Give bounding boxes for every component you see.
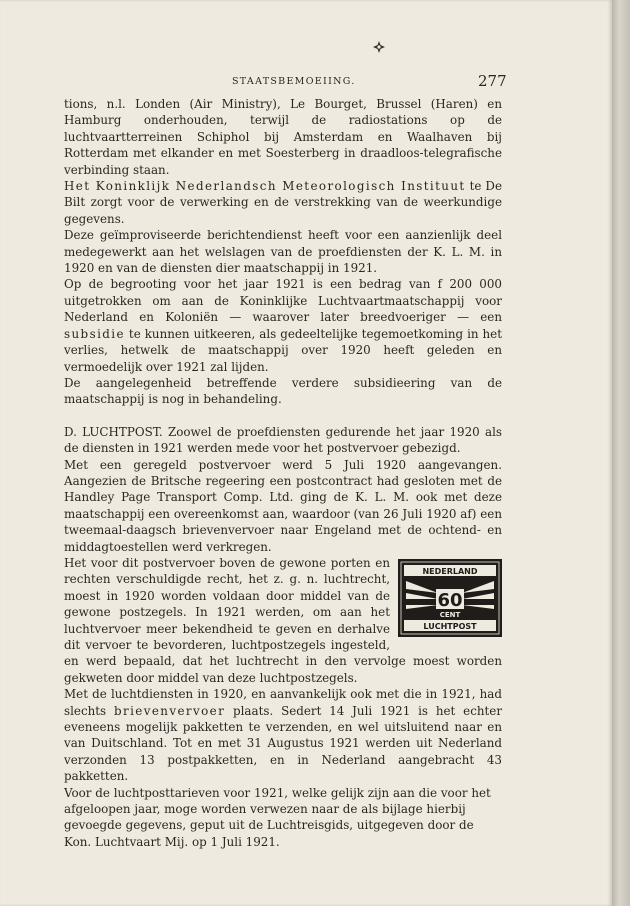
section-heading: D. LUCHTPOST. [64,424,163,439]
paragraph-text: te kunnen uitkeeren, als gedeeltelijke tegemoetkoming in het verlies, hetwelk de maatschappij over 1920 heeft geleden en vermoedelijk over 1921 zal lijden. [64,326,502,374]
stamp-value: 60 [437,589,463,611]
paragraph-knmi [64,178,502,227]
running-head: STAATSBEMOEIING. [232,76,356,87]
airmail-stamp-image [398,559,502,637]
airmail-stamp [398,559,502,637]
stamp-unit: CENT [439,610,461,619]
paragraph-text: plaats. Sedert 14 Juli 1921 is het echter eveneens mogelijk pakketten te verzenden, en wel uitsluitend naar en van Duitschland. Tot en met 31 Augustus 1921 werden uit Nederland verzonden 13 postpakketten, en in Nederland aangebracht 43 pakketten. [64,703,503,784]
paragraph-stamp [64,555,502,686]
body-text [64,96,502,850]
stamp-bottom-text: LUCHTPOST [423,621,477,631]
section-d [64,424,502,457]
paragraph-text: Met de luchtdiensten in 1920, en aanvankelijk ook met die in 1921, had slechts [64,687,502,718]
page-edge [612,0,630,906]
paragraph-packets [64,686,502,784]
paragraph-text: Op de begrooting voor het jaar 1921 is een bedrag van f 200 000 uitgetrokken om aan de Koninklijke Luchtvaartmaatschappij voor Nederland en Koloniën — waarover later breedvoeriger — een [64,277,502,325]
stamp-top-text: NEDERLAND [422,566,478,576]
paragraph-budget [64,276,502,374]
paragraph: De aangelegenheid betreffende verdere subsidieering van de maatschappij is nog in behandeling. [64,375,502,407]
paragraph: tions, n.l. Londen (Air Ministry), Le Bourget, Brussel (Haren) en Hamburg onderhouden, terwijl de radiostations op de luchtvaartterreinen Schiphol bij Amsterdam en Waalhaven bij Rotterdam met elkander en met Soesterberg in draadloos-telegrafische verbinding staan. [64,97,502,177]
ornament-icon [372,40,386,54]
paragraph: Met een geregeld postvervoer werd 5 Juli 1920 aangevangen. Aangezien de Britsche regeering een postcontract had gesloten met de Handley Page Transport Comp. Ltd. ging de K. L. M. ook met deze maatschappij een overeenkomst aan, waardoor (van 26 Juli 1920 af) een tweemaal-daagsch brievenvervoer naar Engeland met de ochtend- en middagtoestellen werd verkregen. [64,457,502,554]
paragraph-text: te De Bilt zorgt voor de verwerking en de verstrekking van de weerkundige gegevens. [64,179,502,226]
paragraph: Deze geïmproviseerde berichtendienst heeft voor een aanzienlijk deel medegewerkt aan het welslagen van de proefdiensten der K. L. M. in 1920 en van de diensten dier maatschappij in 1921. [64,228,502,276]
paragraph-text: Het voor dit postvervoer boven de gewone porten en rechten verschuldigde recht, het z. g. n. luchtrecht, moest in 1920 worden voldaan door middel van de gewone postzegels. In 1921 werden, om aan het luchtvervoer meer bekendheid te geven en derhalve dit vervoer te bevorderen, luchtpostzegels ingesteld, en werd bepaald, dat het luchtrecht in den vervolge moest worden gekweten door middel van deze luchtpostzegels. [64,555,502,685]
paragraph-text: Zoowel de proefdiensten gedurende het jaar 1920 als de diensten in 1921 werden mede voor het postvervoer gebezigd. [64,424,502,456]
paragraph: Voor de luchtposttarieven voor 1921, welke gelijk zijn aan die voor het afgeloopen jaar, moge worden verwezen naar de als bijlage hierbij gevoegde gegevens, geput uit de Luchtreisgids, uitgegeven door de Kon. Luchtvaart Mij. op 1 Juli 1921. [64,785,491,849]
page-number: 277 [478,72,507,90]
emphasis-brievenvervoer: brievenvervoer [113,703,226,718]
institute-name: Het Koninklijk Nederlandsch Meteorologisch Instituut [64,179,466,194]
emphasis-subsidie: subsidie [64,326,125,341]
